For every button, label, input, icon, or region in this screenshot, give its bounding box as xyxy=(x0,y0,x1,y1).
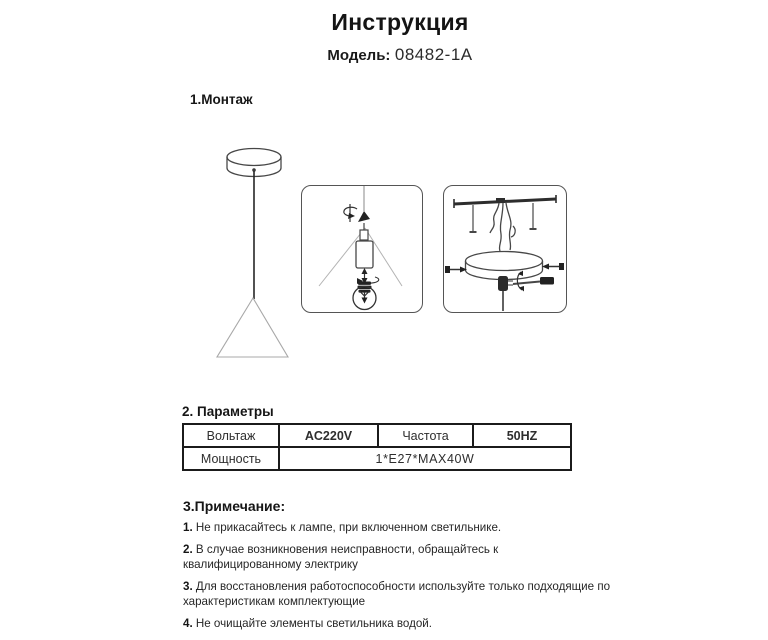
bulb-assembly-icon xyxy=(302,186,421,311)
parameters-table xyxy=(182,423,572,471)
power-label-cell: Мощность xyxy=(183,447,279,470)
note-text: Для восстановления работоспособности используйте только подходящие по характеристикам комплектующие xyxy=(183,580,611,608)
pendant-lamp-diagram xyxy=(210,142,300,364)
note-item xyxy=(183,616,617,631)
table-row-voltage xyxy=(183,424,571,447)
section-heading-notes: 3.Примечание: xyxy=(183,498,286,514)
notes-list xyxy=(183,520,617,638)
ceiling-mount-diagram xyxy=(443,185,567,313)
section-heading-montage: 1.Монтаж xyxy=(190,92,253,107)
frequency-value-cell: 50HZ xyxy=(473,424,571,447)
note-number: 2. xyxy=(183,543,193,556)
note-text: Не очищайте элементы светильника водой. xyxy=(192,617,433,630)
page-title: Инструкция xyxy=(331,9,469,35)
note-number: 3. xyxy=(183,580,193,593)
note-item xyxy=(183,542,617,572)
model-value: 08482-1A xyxy=(394,45,473,64)
note-number: 1. xyxy=(183,521,193,534)
voltage-value-cell: AC220V xyxy=(279,424,378,447)
note-item xyxy=(183,520,617,535)
note-text: Не прикасайтесь к лампе, при включенном светильнике. xyxy=(192,521,502,534)
model-line xyxy=(184,45,616,65)
model-label: Модель: xyxy=(327,47,391,64)
voltage-label-cell: Вольтаж xyxy=(183,424,279,447)
section-heading-parameters: 2. Параметры xyxy=(182,404,274,419)
frequency-label-cell: Частота xyxy=(378,424,473,447)
note-item xyxy=(183,579,617,609)
ceiling-mount-icon xyxy=(444,186,565,311)
pendant-lamp-icon xyxy=(210,142,300,364)
bulb-assembly-diagram xyxy=(301,185,423,313)
note-number: 4. xyxy=(183,617,193,630)
power-value-cell: 1*E27*MAX40W xyxy=(279,447,571,470)
note-text: В случае возникновения неисправности, обращайтесь к квалифицированному электрику xyxy=(183,543,499,571)
table-row-power xyxy=(183,447,571,470)
